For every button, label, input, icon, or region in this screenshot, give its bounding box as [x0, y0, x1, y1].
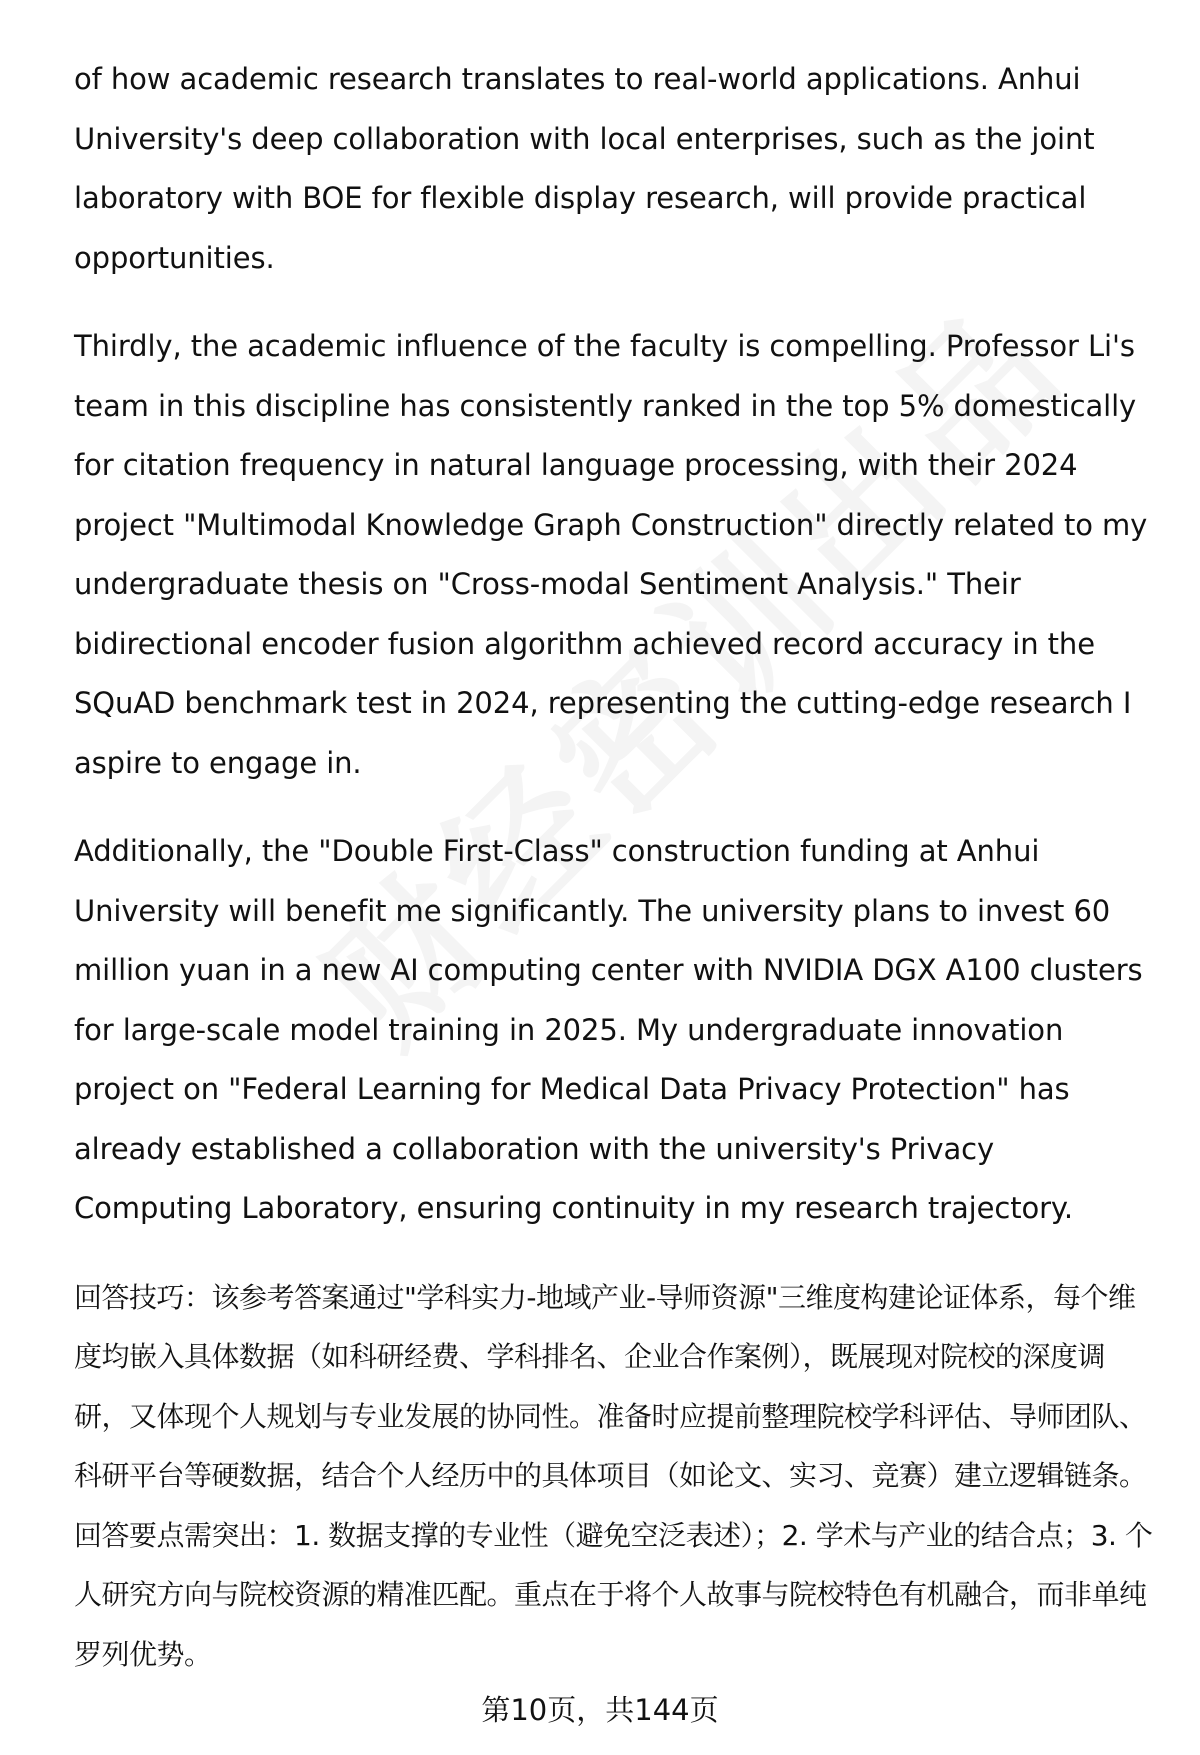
body-paragraph-2: Thirdly, the academic influence of the faculty is compelling. Professor Li's team in this discipline has consistently ranked in the top 5% domestically for citation frequency in natural language processing, with their 2024 project "Multimodal Knowledge Graph Construction" directly related to my undergraduate thesis on "Cross-modal Sentiment Analysis." Their bidirectional encoder fusion algorithm achieved record accuracy in the SQuAD benchmark test in 2024, representing the cutting-edge research I aspire to engage in.: [74, 329, 1148, 780]
body-paragraph-1: of how academic research translates to real-world applications. Anhui University's deep collaboration with local enterprises, such as the joint laboratory with BOE for flexible display research, will provide practical opportunities.: [74, 62, 1095, 275]
document-body: [74, 50, 1154, 1684]
answer-tip-paragraph: 回答技巧：该参考答案通过"学科实力-地域产业-导师资源"三维度构建论证体系，每个维度均嵌入具体数据（如科研经费、学科排名、企业合作案例），既展现对院校的深度调研，又体现个人规划与专业发展的协同性。准备时应提前整理院校学科评估、导师团队、科研平台等硬数据，结合个人经历中的具体项目（如论文、实习、竞赛）建立逻辑链条。回答要点需突出：1. 数据支撑的专业性（避免空泛表述）；2. 学术与产业的结合点；3. 个人研究方向与院校资源的精准匹配。重点在于将个人故事与院校特色有机融合，而非单纯罗列优势。: [74, 1280, 1153, 1671]
page-number: 第10页，共144页: [481, 1693, 719, 1727]
body-paragraph-3: Additionally, the "Double First-Class" construction funding at Anhui University will benefit me significantly. The university plans to invest 60 million yuan in a new AI computing center with NVIDIA DGX A100 clusters for large-scale model training in 2025. My undergraduate innovation project on "Federal Learning for Medical Data Privacy Protection" has already established a collaboration with the university's Privacy Computing Laboratory, ensuring continuity in my research trajectory.: [74, 834, 1143, 1225]
